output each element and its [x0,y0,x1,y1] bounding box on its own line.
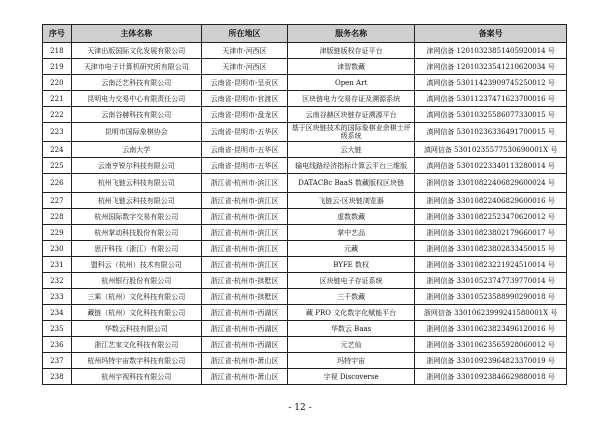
record-number-cell: 浙网信备 33010822406829600016 号 [415,193,567,209]
region-cell: 浙江省-杭州市-萧山区 [201,353,287,369]
subject-name-cell: 思汗科技（浙江）有限公司 [71,241,201,257]
header-region: 所在地区 [201,25,287,43]
service-name-cell: 津版链版权存证平台 [288,43,415,59]
record-number-cell: 滇网信备 53010236336491700015 号 [415,123,567,142]
page-number: - 12 - [288,403,312,413]
table-row [43,321,567,337]
table-row [43,158,567,174]
service-name-cell: 虚数数藏 [288,209,415,225]
subject-name-cell: 杭州玛特宇宙数字科技有限公司 [71,353,201,369]
subject-name-cell: 华数云科技有限公司 [71,321,201,337]
region-cell: 浙江省-杭州市-拱墅区 [201,289,287,305]
serial-number-cell: 220 [43,75,72,91]
serial-number-cell: 221 [43,91,72,107]
serial-number-cell: 222 [43,107,72,123]
subject-name-cell: 云南大学 [71,142,201,158]
service-name-cell: 输电线路经济指标计算云平台三维版 [288,158,415,174]
subject-name-cell: 天津市电子计算机研究所有限公司 [71,59,201,75]
service-name-cell: 区块链电力交易存证及溯源系统 [288,91,415,107]
subject-name-cell: 杭州银行股份有限公司 [71,273,201,289]
record-number-cell: 浙网信备 33010623823496120016 号 [415,321,567,337]
service-name-cell: 华数云 Baas [288,321,415,337]
table-row [43,257,567,273]
serial-number-cell: 227 [43,193,72,209]
region-cell: 浙江省-杭州市-滨江区 [201,209,287,225]
record-number-cell: 浙网信备 33010823802833450015 号 [415,241,567,257]
serial-number-cell: 231 [43,257,72,273]
header-service-name: 服务名称 [288,25,415,43]
region-cell: 云南省-昆明市-五华区 [201,142,287,158]
table-body [43,43,567,385]
table-row [43,142,567,158]
table-row [43,193,567,209]
serial-number-cell: 230 [43,241,72,257]
service-name-cell: Open Art [288,75,415,91]
record-number-cell: 滇网信备 53010235577530690001X 号 [415,142,567,158]
region-cell: 浙江省-杭州市-滨江区 [201,193,287,209]
subject-name-cell: 三乘（杭州）文化科技有限公司 [71,289,201,305]
subject-name-cell: 云南泛艺科技有限公司 [71,75,201,91]
record-number-cell: 浙网信备 33010822406829600024 号 [415,174,567,193]
record-number-cell: 浙网信备 33010923846629880018 号 [415,369,567,385]
record-number-cell: 滇网信备 53010325586077330015 号 [415,107,567,123]
table-row [43,59,567,75]
region-cell: 天津市-河西区 [201,59,287,75]
service-name-cell: 区块链电子存证系统 [288,273,415,289]
subject-name-cell: 盟科云（杭州）技术有限公司 [71,257,201,273]
serial-number-cell: 226 [43,174,72,193]
region-cell: 天津市-河西区 [201,43,287,59]
header-row [43,25,567,43]
region-cell: 浙江省-杭州市-滨江区 [201,174,287,193]
region-cell: 云南省-昆明市-五华区 [201,123,287,142]
service-name-cell: 藏 PRO 文化数字化赋能平台 [288,305,415,321]
serial-number-cell: 235 [43,321,72,337]
serial-number-cell: 228 [43,209,72,225]
table-row [43,225,567,241]
table-row [43,91,567,107]
subject-name-cell: 藏链（杭州）文化科技有限公司 [71,305,201,321]
serial-number-cell: 225 [43,158,72,174]
table-row [43,353,567,369]
serial-number-cell: 238 [43,369,72,385]
record-number-cell: 津网信备 12010323541210620034 号 [415,59,567,75]
service-name-cell: 元藏 [288,241,415,257]
subject-name-cell: 杭州飞链云科技有限公司 [71,193,201,209]
region-cell: 云南省-昆明市-五华区 [201,158,287,174]
table-row [43,209,567,225]
service-name-cell: 云大链 [288,142,415,158]
table-row [43,123,567,142]
subject-name-cell: 杭州国际数字交易有限公司 [71,209,201,225]
record-number-cell: 浙网信备 33010823802179660017 号 [415,225,567,241]
region-cell: 浙江省-杭州市-滨江区 [201,225,287,241]
service-name-cell: 云南谷赫区块链存证溯源平台 [288,107,415,123]
header-serial-number: 序号 [43,25,72,43]
region-cell: 浙江省-杭州市-拱墅区 [201,273,287,289]
table-row [43,273,567,289]
record-number-cell: 浙网信备 33010523747739770014 号 [415,273,567,289]
region-cell: 浙江省-杭州市-滨江区 [201,241,287,257]
record-number-cell: 浙网信备 33010823221924510014 号 [415,257,567,273]
service-name-cell: 基于区块链技术的国际象棋业余棋士评级系统 [288,123,415,142]
region-cell: 浙江省-杭州市-西湖区 [201,337,287,353]
serial-number-cell: 236 [43,337,72,353]
subject-name-cell: 云南谷赫科技有限公司 [71,107,201,123]
region-cell: 云南省-昆明市-官渡区 [201,91,287,107]
serial-number-cell: 232 [43,273,72,289]
region-cell: 浙江省-杭州市-西湖区 [201,321,287,337]
table-row [43,174,567,193]
serial-number-cell: 219 [43,59,72,75]
serial-number-cell: 234 [43,305,72,321]
table-row [43,107,567,123]
region-cell: 云南省-昆明市-盘龙区 [201,107,287,123]
record-number-cell: 浙网信备 33010822523470620012 号 [415,209,567,225]
table-row [43,305,567,321]
record-number-cell: 滇网信备 53011237471623700016 号 [415,91,567,107]
service-name-cell: 宇视 Discoverse [288,369,415,385]
subject-name-cell: 杭州飞链云科技有限公司 [71,174,201,193]
record-number-cell: 津网信备 12010323851405920014 号 [415,43,567,59]
service-name-cell: 三千数藏 [288,289,415,305]
subject-name-cell: 天津出版国际文化发展有限公司 [71,43,201,59]
record-number-cell: 滇网信备 53011423909745250012 号 [415,75,567,91]
record-number-cell: 浙网信备 33010623999241580001X 号 [415,305,567,321]
subject-name-cell: 浙江艺家文化科技有限公司 [71,337,201,353]
serial-number-cell: 229 [43,225,72,241]
service-name-cell: 飞链云-区块链浏览器 [288,193,415,209]
subject-name-cell: 昆明电力交易中心有限责任公司 [71,91,201,107]
table-row [43,289,567,305]
serial-number-cell: 218 [43,43,72,59]
table-header [43,25,567,43]
subject-name-cell: 杭州掌动科技股份有限公司 [71,225,201,241]
record-number-cell: 浙网信备 33010923964823370019 号 [415,353,567,369]
service-name-cell: DATACBc BaaS 数藏版权区块链 [288,174,415,193]
record-number-cell: 浙网信备 33010523588990290018 号 [415,289,567,305]
service-name-cell: 掌中艺品 [288,225,415,241]
serial-number-cell: 237 [43,353,72,369]
table-row [43,75,567,91]
region-cell: 浙江省-杭州市-西湖区 [201,305,287,321]
serial-number-cell: 224 [43,142,72,158]
table-row [43,369,567,385]
table-row [43,241,567,257]
region-cell: 云南省-昆明市-呈贡区 [201,75,287,91]
region-cell: 浙江省-杭州市-滨江区 [201,257,287,273]
subject-name-cell: 昆明市国际象棋协会 [71,123,201,142]
service-name-cell: 元艺仙 [288,337,415,353]
record-number-cell: 浙网信备 33010623565928060012 号 [415,337,567,353]
table-row [43,43,567,59]
serial-number-cell: 223 [43,123,72,142]
service-name-cell: BYFE 数权 [288,257,415,273]
header-record-number: 备案号 [415,25,567,43]
header-subject-name: 主体名称 [71,25,201,43]
service-name-cell: 玛特宇宙 [288,353,415,369]
serial-number-cell: 233 [43,289,72,305]
subject-name-cell: 杭州宇视科技有限公司 [71,369,201,385]
subject-name-cell: 云南亨锐尔科技有限公司 [71,158,201,174]
registry-table [42,24,567,385]
record-number-cell: 滇网信备 53010223340113280014 号 [415,158,567,174]
service-name-cell: 津智数藏 [288,59,415,75]
table-row [43,337,567,353]
region-cell: 浙江省-杭州市-萧山区 [201,369,287,385]
